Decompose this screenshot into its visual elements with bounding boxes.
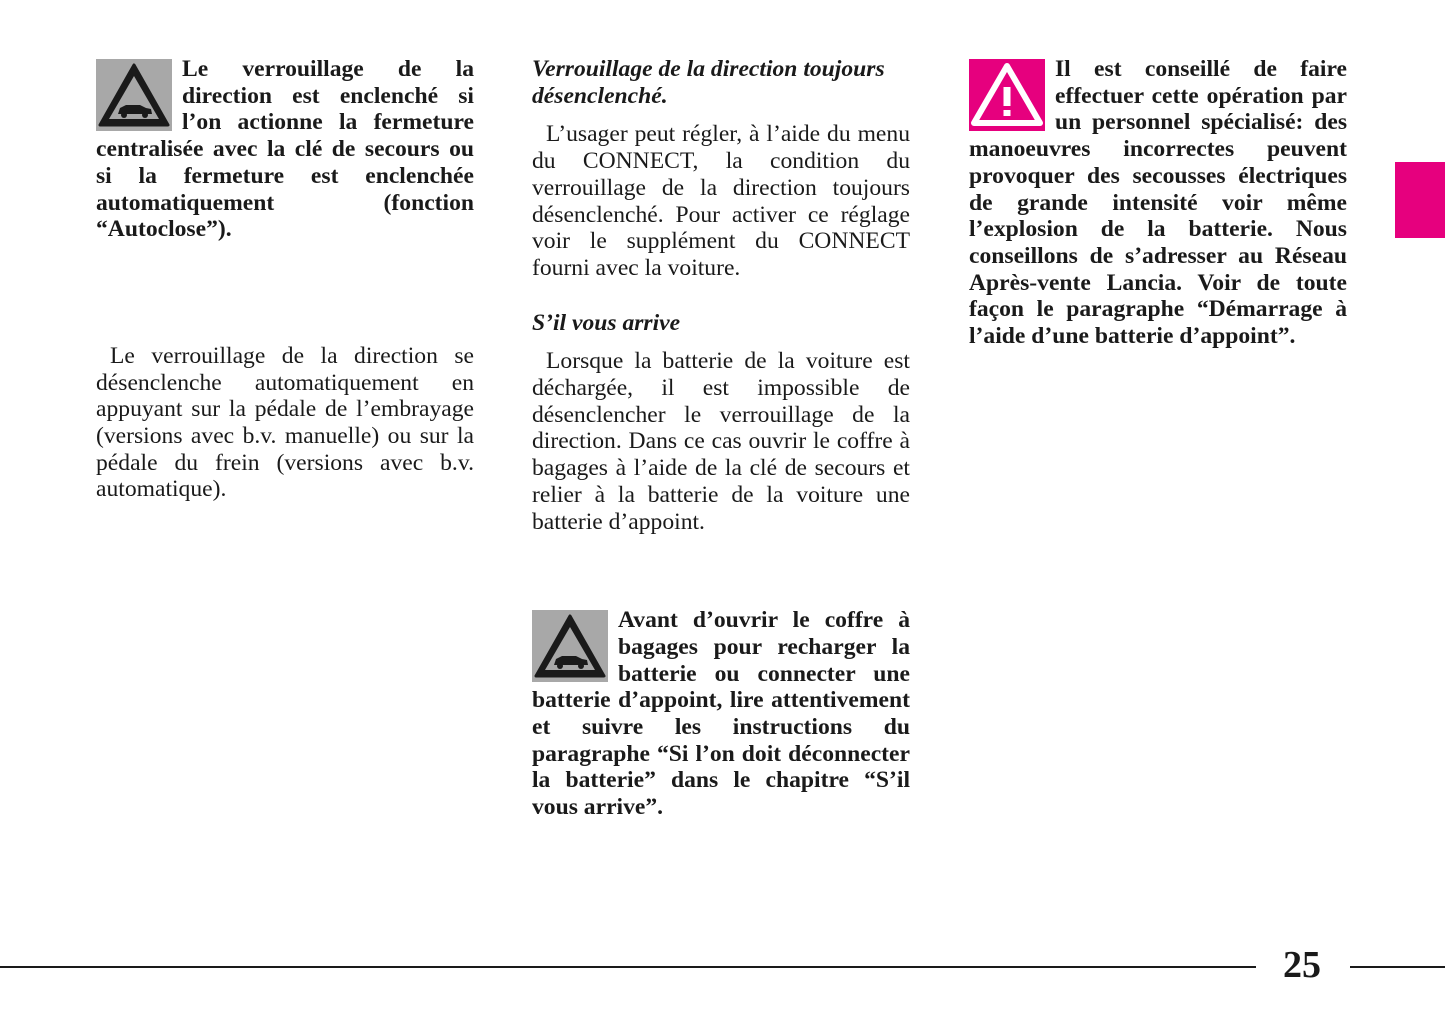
footer-rule-left [0,966,1256,968]
battery-paragraph: Lorsque la batterie de la voiture est déchargée, il est impossible de désenclencher le verrouillage de la direction. Dans ce cas ouvrir le coffre à bagages à l’aide de la clé de secours et relier à la batterie de la voiture une batterie d’appoint. [532,348,910,535]
car-warning-icon [96,59,172,131]
page-number: 25 [1283,944,1321,986]
chapter-side-tab [1395,162,1445,238]
section-heading-steering-lock: Verrouillage de la direction toujours désenclenché. [532,56,885,109]
left-column [96,56,474,503]
left-warning-text: Le verrouillage de la direction est enclenché si l’on actionne la fermeture centralisée avec la clé de secours ou si la fermeture est enclenchée automatiquement (fonction “Autoclose”). [96,56,474,243]
exclamation-warning-icon [969,59,1045,131]
middle-warning-text: Avant d’ouvrir le coffre à bagages pour recharger la batterie ou connecter une batterie d’appoint, lire attentivement et suivre les instructions du paragraphe “Si l’on doit déconnecter la batterie” dans le chapitre “S’il vous arrive”. [532,607,910,821]
footer-rule-right [1350,966,1445,968]
connect-paragraph: L’usager peut régler, à l’aide du menu du CONNECT, la condition du verrouillage de la direction toujours désenclenché. Pour activer ce réglage voir le supplément du CONNECT fourni avec la voiture. [532,121,910,281]
left-body-text: Le verrouillage de la direction se désenclenche automatiquement en appuyant sur la pédale de l’embrayage (versions avec b.v. manuelle) ou sur la pédale du frein (versions avec b.v. automatique). [96,342,474,503]
section-heading-if-it-happens: S’il vous arrive [532,309,681,336]
right-column [969,56,1347,350]
middle-column [532,56,910,821]
right-warning-text: Il est conseillé de faire effectuer cette opération par un personnel spécialisé: des manoeuvres incorrectes peuvent provoquer des secousses électriques de grande intensité voir même l’explosion de la batterie. Nous conseillons de s’adresser au Réseau Après-vente Lancia. Voir de toute façon le paragraphe “Démarrage à l’aide d’une batterie d’appoint”. [969,56,1347,350]
car-warning-icon [532,610,608,682]
